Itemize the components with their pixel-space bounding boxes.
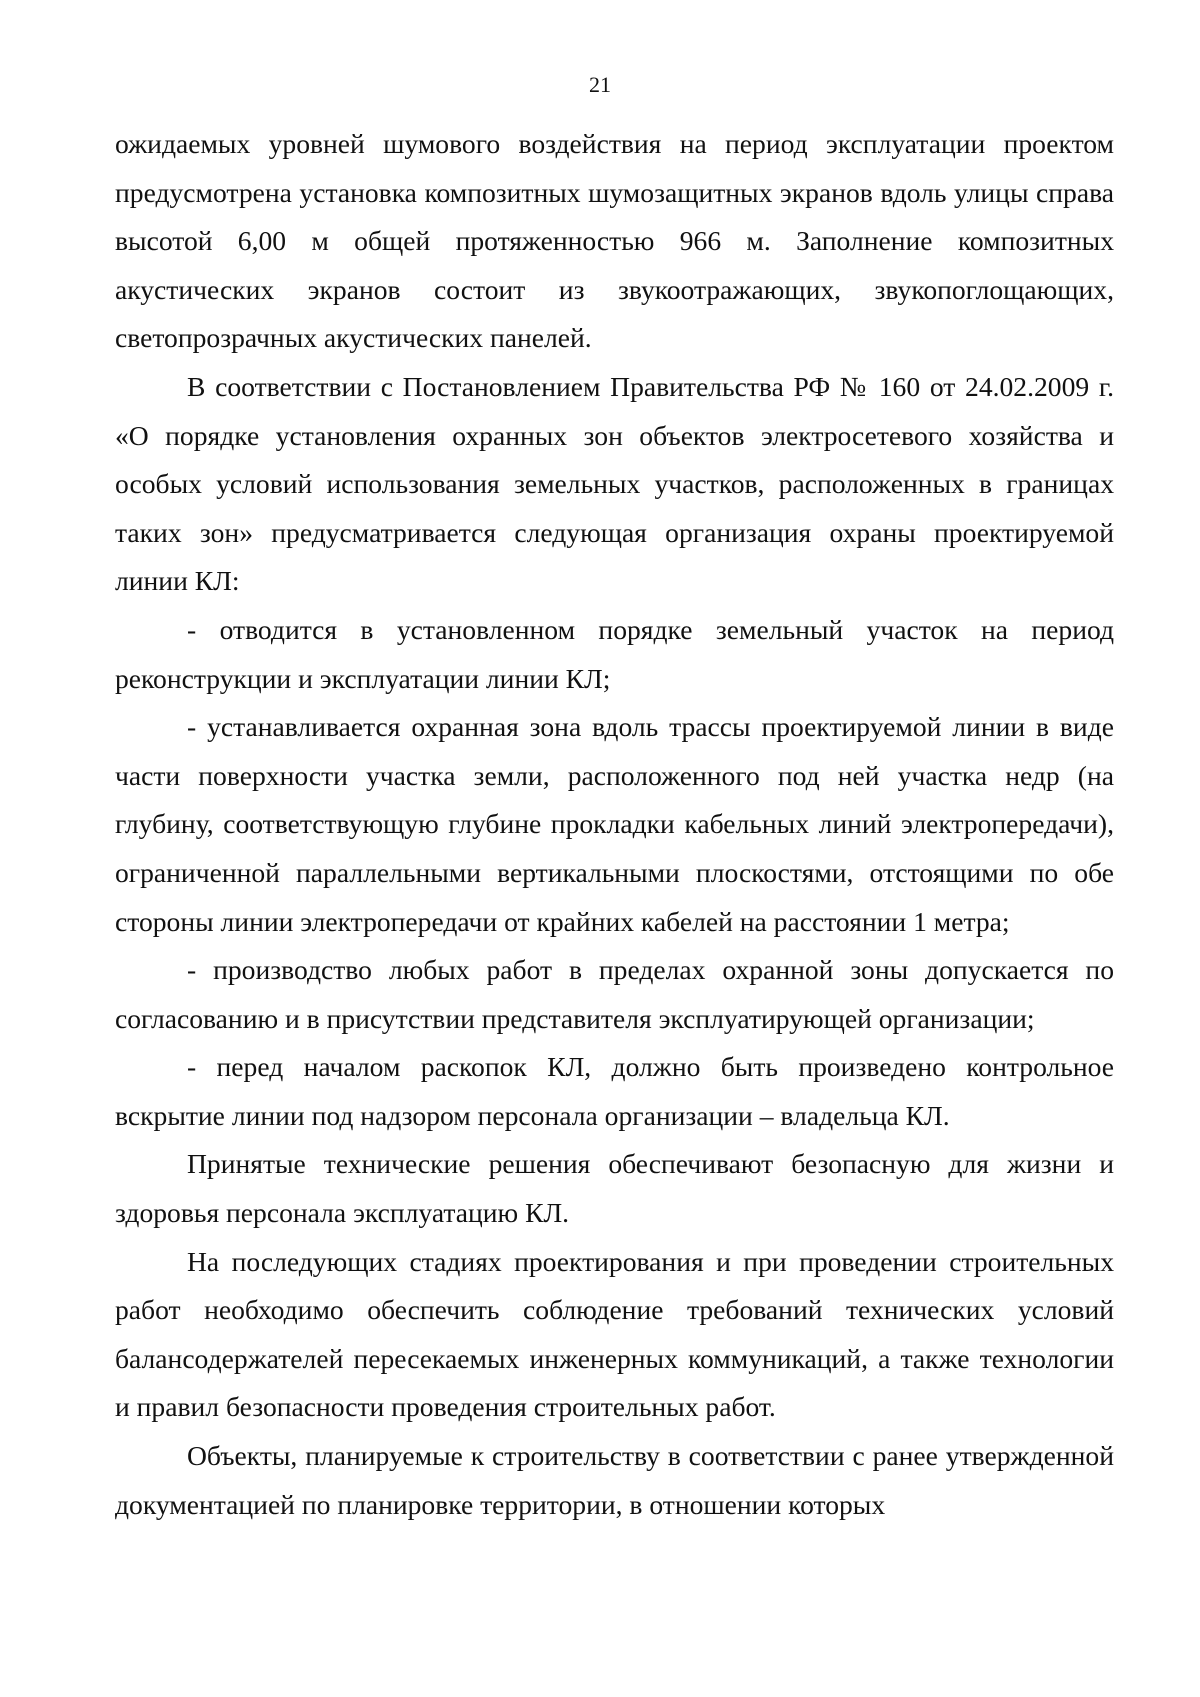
body-text [115, 120, 1114, 1529]
paragraph-next-stages: На последующих стадиях проектирования и при проведении строительных работ необходимо обеспечить соблюдение требований технических условий балансодержателей пересекаемых инженерных коммуникаций, а также технологии и правил безопасности проведения строительных работ. [115, 1245, 1114, 1423]
paragraph-government-decree: В соответствии с Постановлением Правительства РФ № 160 от 24.02.2009 г. «О порядке установления охранных зон объектов электросетевого хозяйства и особых условий использования земельных участков, расположенных в границах таких зон» предусматривается следующая организация охраны проектируемой линии КЛ: [115, 370, 1114, 597]
page-number: 21 [589, 72, 611, 97]
list-item-land-plot: - отводится в установленном порядке земельный участок на период реконструкции и эксплуатации линии КЛ; [115, 613, 1114, 694]
list-item-control-opening: - перед началом раскопок КЛ, должно быть произведено контрольное вскрытие линии под надзором персонала организации – владельца КЛ. [115, 1051, 1114, 1131]
list-item-protection-zone: - устанавливается охранная зона вдоль трассы проектируемой линии в виде части поверхности участка земли, расположенного под ней участка недр (на глубину, соответствующую глубине прокладки кабельных линий электропередачи), ограниченной параллельными вертикальными плоскостями, отстоящими по обе стороны линии электропередачи от крайних кабелей на расстоянии 1 метра; [115, 711, 1114, 937]
paragraph-planned-objects: Объекты, планируемые к строительству в соответствии с ранее утвержденной документацией по планировке территории, в отношении которых [115, 1440, 1114, 1520]
paragraph-noise-screens: ожидаемых уровней шумового воздействия на период эксплуатации проектом предусмотрена установка композитных шумозащитных экранов вдоль улицы справа высотой 6,00 м общей протяженностью 966 м. Заполнение композитных акустических экранов состоит из звукоотражающих, звукопоглощающих, светопрозрачных акустических панелей. [115, 128, 1114, 354]
list-item-works-approval: - производство любых работ в пределах охранной зоны допускается по согласованию и в присутствии представителя эксплуатирующей организации; [115, 954, 1114, 1034]
paragraph-safety: Принятые технические решения обеспечивают безопасную для жизни и здоровья персонала эксплуатацию КЛ. [115, 1148, 1114, 1229]
